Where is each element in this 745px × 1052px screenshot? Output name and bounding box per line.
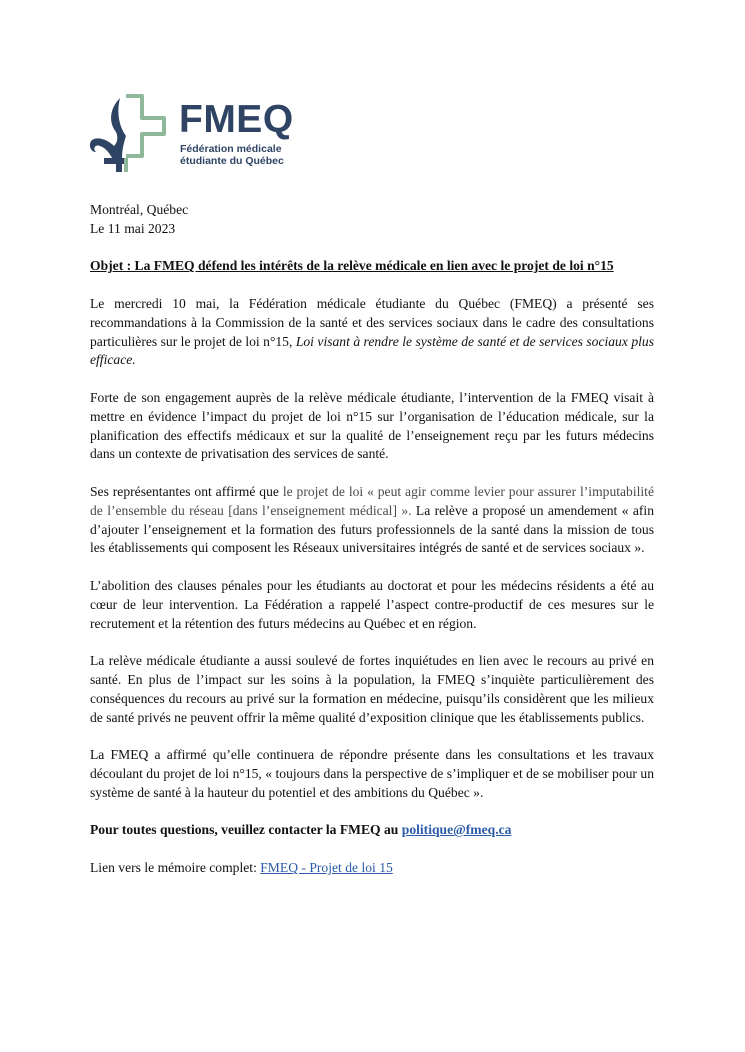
paragraph-3-c: La relève a proposé un amendement « afin d’ajouter l’enseignement et la formation des futurs professionnels de la santé dans la mission de tous les établissements qui composent les Réseaux universitaires intégrés de santé et de services sociaux ».	[90, 502, 654, 556]
fleur-de-lis-cross-icon	[86, 92, 166, 176]
paragraph-5: La relève médicale étudiante a aussi soulevé de fortes inquiétudes en lien avec le recours au privé en santé. En plus de l’impact sur les soins à la population, la FMEQ s’inquiète particulièrement des conséquences du recours au privé sur la formation en médecine, puisqu’ils considèrent que les milieux de santé privés ne peuvent offrir la même qualité d’exposition clinique que les établissements publics.	[90, 653, 654, 725]
paragraph-3	[90, 483, 654, 558]
fmeq-logo	[86, 92, 296, 176]
paragraph-4: L’abolition des clauses pénales pour les étudiants au doctorat et pour les médecins résidents a été au cœur de leur intervention. La Fédération a rappelé l’aspect contre-productif de ces mesures sur le recrutement et la rétention des futurs médecins au Québec et en région.	[90, 577, 654, 631]
contact-text: Pour toutes questions, veuillez contacter la FMEQ au	[90, 822, 402, 838]
paragraph-1	[90, 295, 654, 370]
paragraph-6: La FMEQ a affirmé qu’elle continuera de répondre présente dans les consultations et les travaux découlant du projet de loi n°15, « toujours dans la perspective de s’impliquer et de se mobiliser pour un système de santé à la hauteur du potentiel et des ambitions du Québec ».	[90, 747, 654, 800]
contact-line	[90, 821, 654, 840]
logo-subtitle-line2: étudiante du Québec	[180, 155, 284, 167]
memoire-text: Lien vers le mémoire complet:	[90, 859, 261, 875]
bill-title: Loi visant à rendre le système de santé et de services sociaux plus efficace.	[90, 333, 654, 368]
paragraph-2: Forte de son engagement auprès de la relève médicale étudiante, l’intervention de la FMEQ visait à mettre en évidence l’impact du projet de loi n°15 sur l’organisation de l’éducation médicale, sur la planification des effectifs médicaux et sur la qualité de l’enseignement reçu par les futurs médecins dans un contexte de privatisation des services de santé.	[90, 389, 654, 462]
paragraph-1-text: Le mercredi 10 mai, la Fédération médicale étudiante du Québec (FMEQ) a présenté ses recommandations à la Commission de la santé et des services sociaux dans le cadre des consultations particulières sur le projet de loi n°15,	[90, 295, 654, 349]
memoire-link[interactable]: FMEQ - Projet de loi 15	[260, 859, 393, 875]
paragraph-3-a: Ses représentantes ont affirmé que	[90, 483, 283, 499]
logo-wordmark: FMEQ	[179, 98, 294, 141]
place-line: Montréal, Québec	[90, 202, 189, 217]
subject-line: Objet : La FMEQ défend les intérêts de la relève médicale en lien avec le projet de loi n°15	[90, 258, 614, 274]
date-line: Le 11 mai 2023	[90, 220, 176, 236]
memoire-line	[90, 859, 654, 878]
document-body	[90, 201, 654, 878]
contact-email-link[interactable]: politique@fmeq.ca	[401, 822, 512, 838]
logo-subtitle	[180, 143, 284, 167]
paragraph-3-quote: le projet de loi « peut agir comme levier pour assurer l’imputabilité de l’ensemble du réseau [dans l’enseignement médical] ».	[90, 483, 654, 518]
logo-subtitle-line1: Fédération médicale	[180, 143, 282, 155]
